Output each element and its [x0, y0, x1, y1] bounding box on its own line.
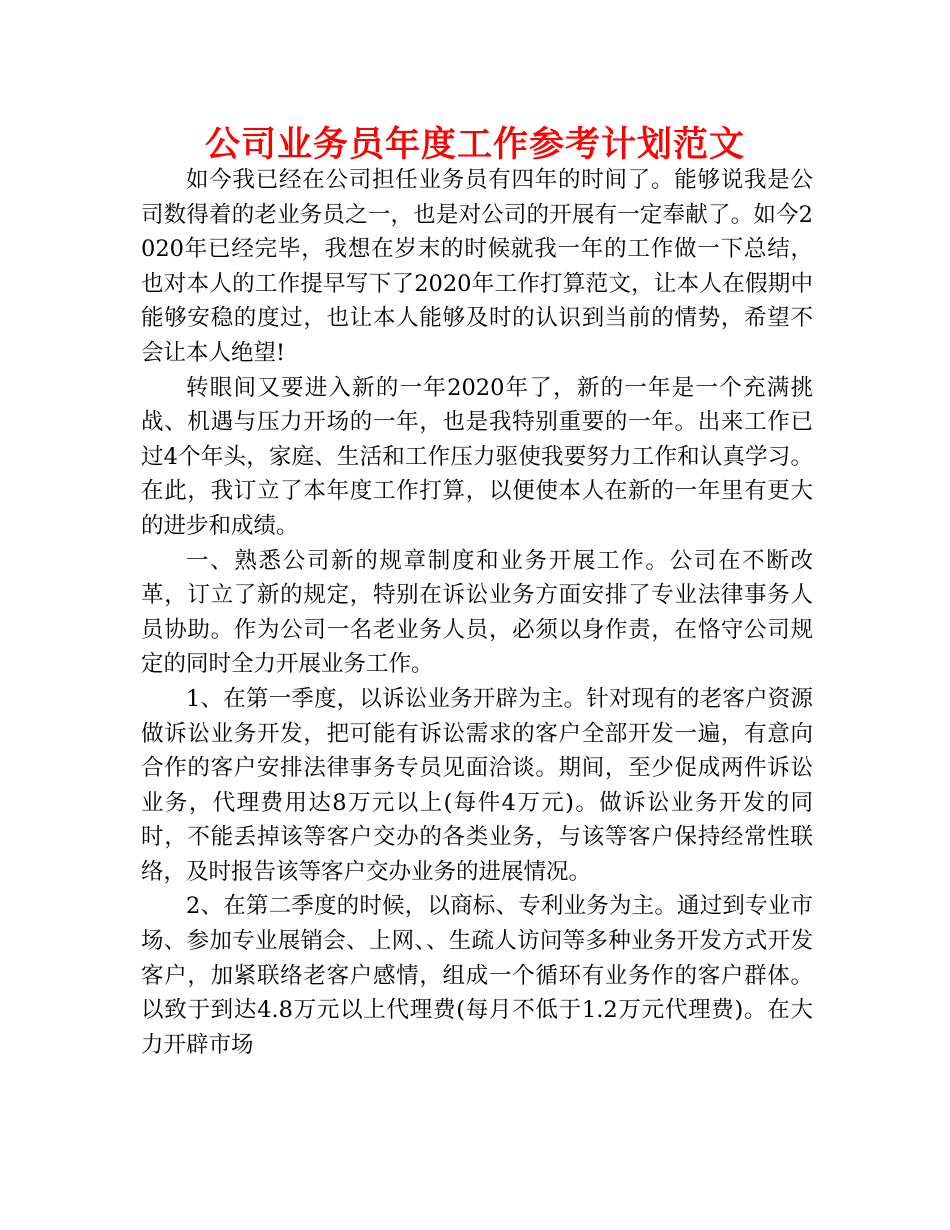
document-body	[141, 163, 813, 1062]
paragraph-section-one: 一、熟悉公司新的规章制度和业务开展工作。公司在不断改革，订立了新的规定，特别在诉讼业务方面安排了专业法律事务人员协助。作为公司一名老业务人员，必须以身作责，在恪守公司规定的同时全力开展业务工作。	[141, 547, 813, 678]
document-title: 公司业务员年度工作参考计划范文	[204, 125, 745, 165]
paragraph-q1-plan: 1、在第一季度，以诉讼业务开辟为主。针对现有的老客户资源做诉讼业务开发，把可能有诉讼需求的客户全部开发一遍，有意向合作的客户安排法律事务专员见面洽谈。期间，至少促成两件诉讼业务，代理费用达8万元以上(每件4万元)。做诉讼业务开发的同时，不能丢掉该等客户交办的各类业务，与该等客户保持经常性联络，及时报告该等客户交办业务的进展情况。	[141, 685, 813, 885]
paragraph-intro: 如今我已经在公司担任业务员有四年的时间了。能够说我是公司数得着的老业务员之一，也是对公司的开展有一定奉献了。如今2020年已经完毕，我想在岁末的时候就我一年的工作做一下总结，也对本人的工作提早写下了2020年工作打算范文，让本人在假期中能够安稳的度过，也让本人能够及时的认识到当前的情势，希望不会让本人绝望!	[141, 167, 813, 366]
paragraph-new-year: 转眼间又要进入新的一年2020年了，新的一年是一个充满挑战、机遇与压力开场的一年，也是我特别重要的一年。出来工作已过4个年头，家庭、生活和工作压力驱使我要努力工作和认真学习。在此，我订立了本年度工作打算，以便使本人在新的一年里有更大的进步和成绩。	[141, 374, 813, 539]
paragraph-q2-plan: 2、在第二季度的时候，以商标、专利业务为主。通过到专业市场、参加专业展销会、上网、、生疏人访问等多种业务开发方式开发客户，加紧联络老客户感情，组成一个循环有业务作的客户群体。以致于到达4.8万元以上代理费(每月不低于1.2万元代理费)。在大力开辟市场	[141, 893, 813, 1058]
